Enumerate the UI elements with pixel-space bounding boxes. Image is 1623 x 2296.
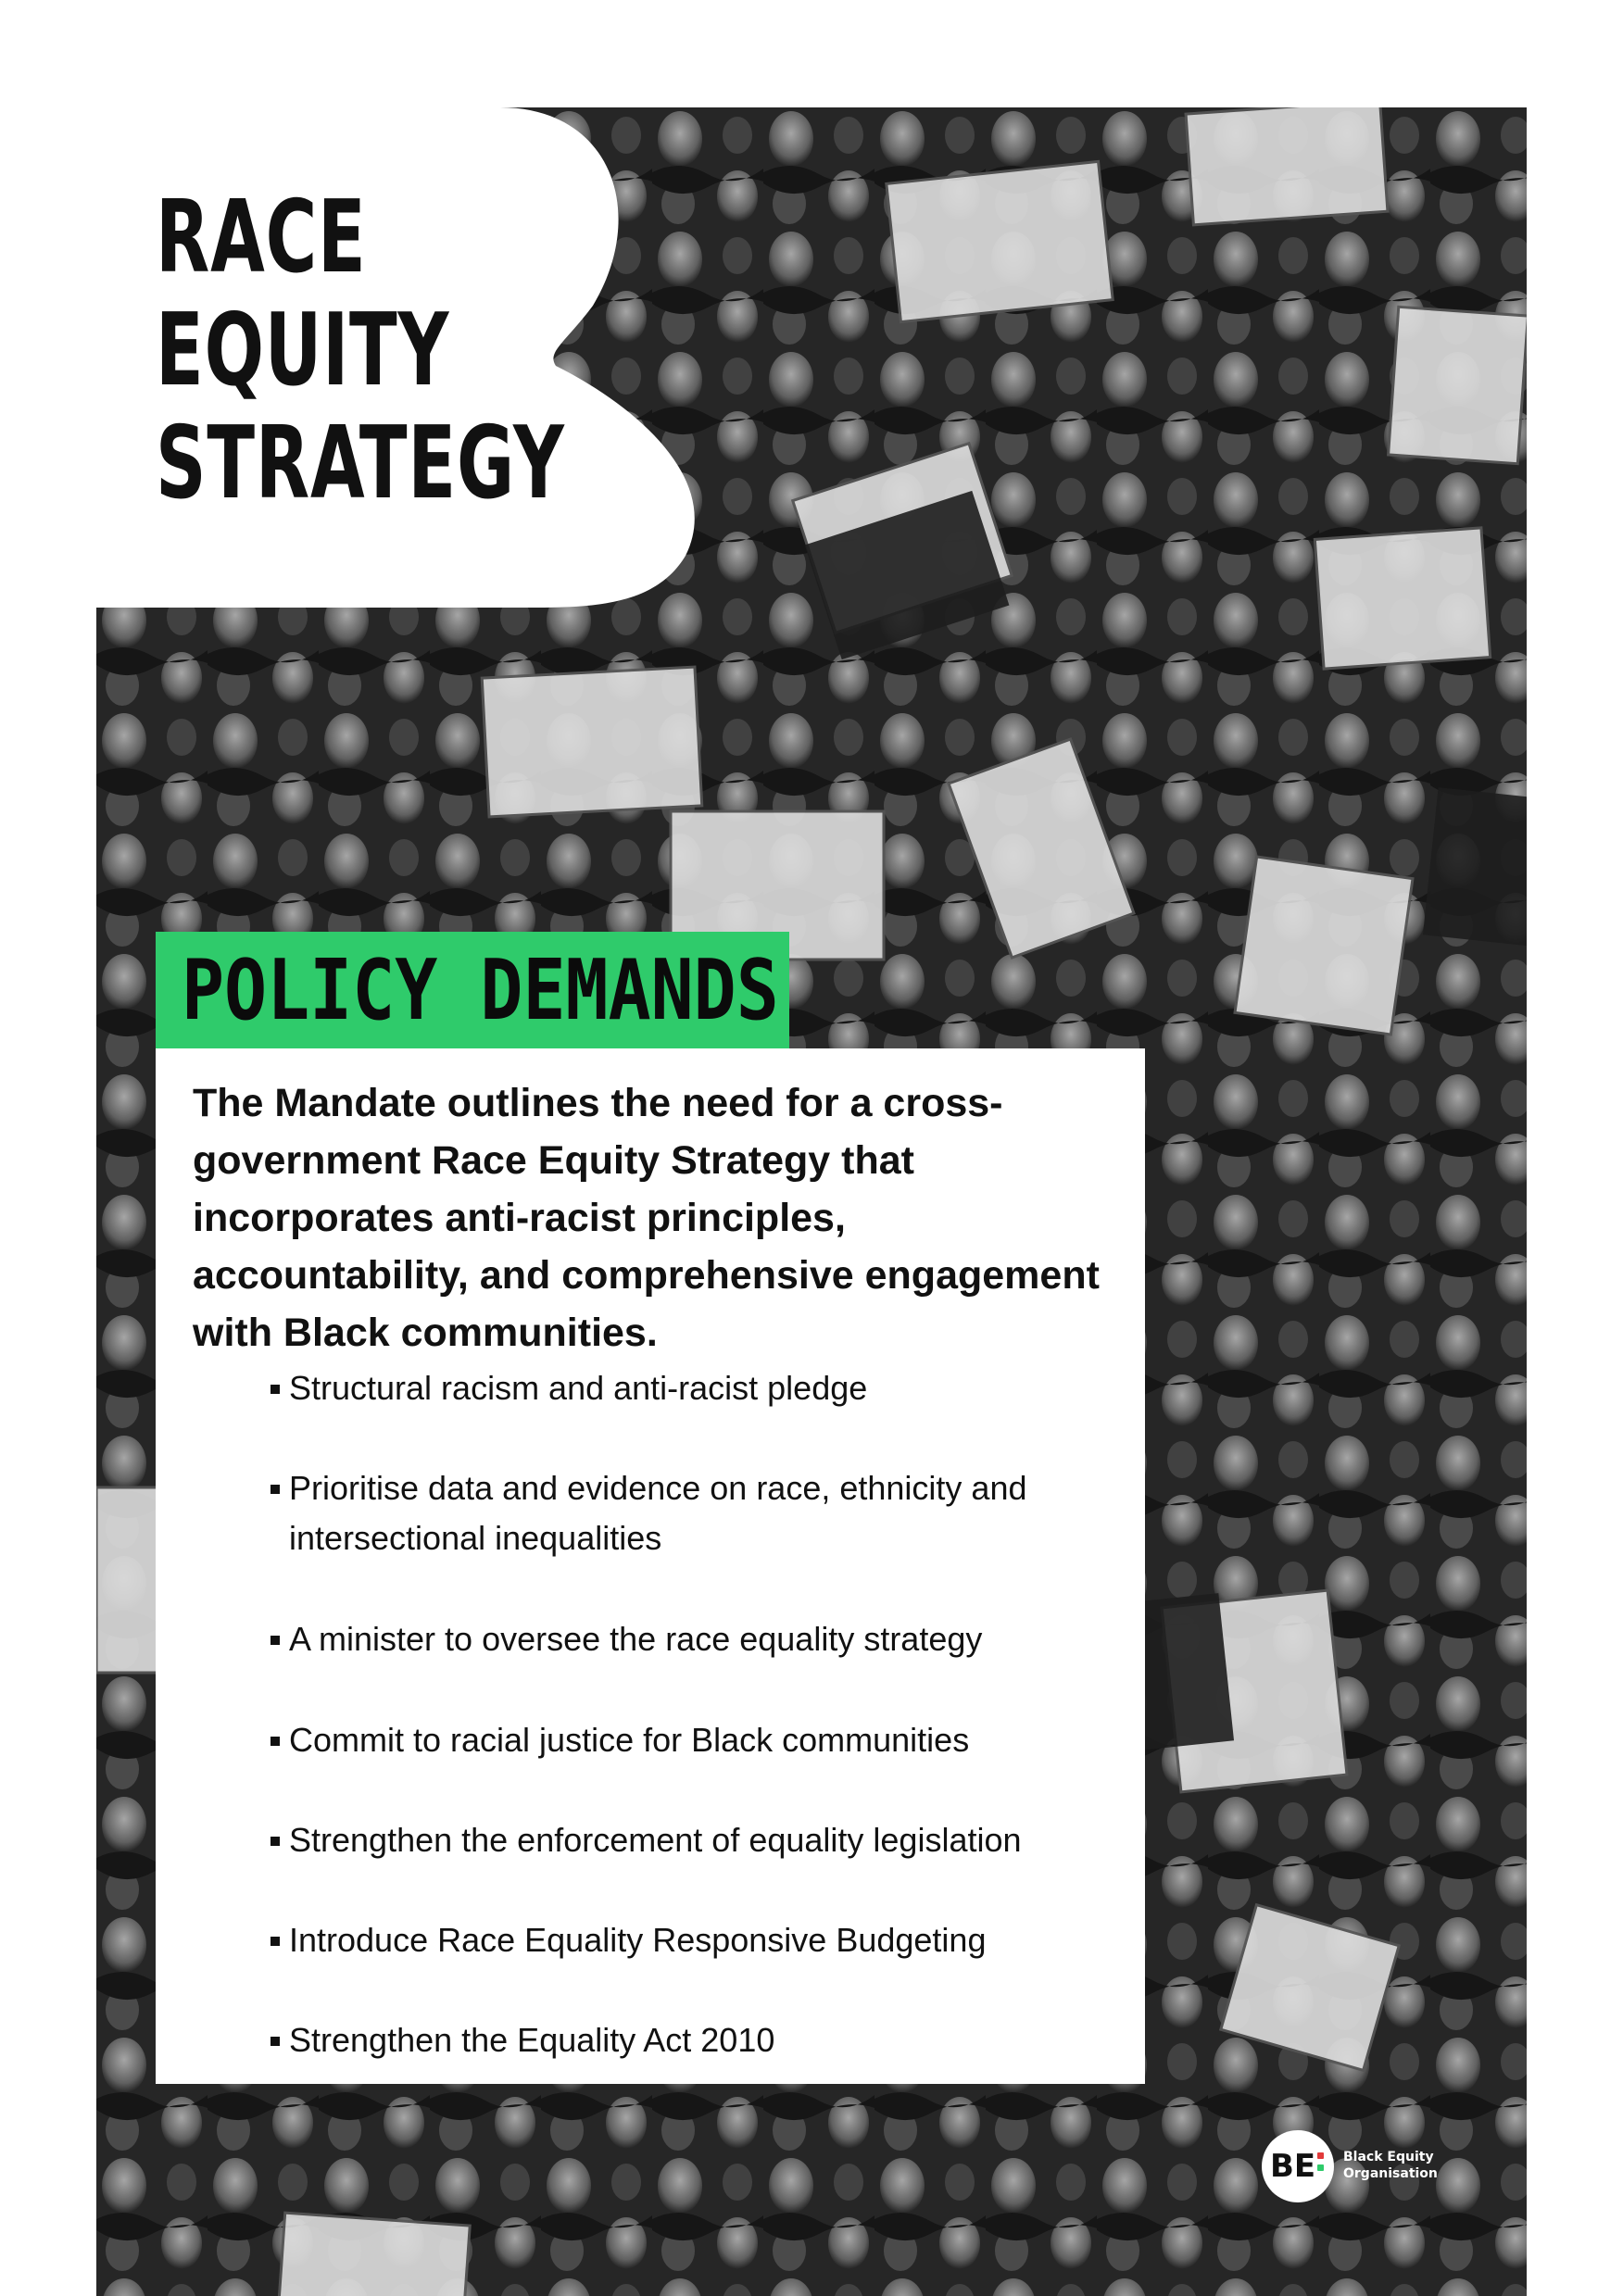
bullet-icon [270, 1837, 280, 1846]
title-line-race: RACE [156, 180, 367, 295]
demand-item [270, 1463, 1086, 1563]
demand-item [270, 1363, 1104, 1413]
logo-name-line2: Organisation [1343, 2166, 1438, 2181]
demand-item [270, 2015, 1104, 2065]
logo-mark: BE [1270, 2148, 1316, 2185]
logo-circle [1262, 2130, 1334, 2202]
logo-dot-green [1317, 2164, 1324, 2171]
policy-demands-heading-text: POLICY DEMANDS [182, 942, 779, 1039]
demand-item-text: Structural racism and anti-racist pledge [289, 1369, 868, 1407]
policy-demands-card [156, 1048, 1145, 2084]
demand-item-text: Introduce Race Equality Responsive Budgeting [289, 1921, 987, 1959]
bullet-icon [270, 2037, 280, 2046]
demand-item-text: Strengthen the enforcement of equality legislation [289, 1821, 1022, 1859]
page-title [156, 182, 565, 521]
demand-item-text: A minister to oversee the race equality strategy [289, 1620, 983, 1658]
bullet-icon [270, 1636, 280, 1645]
bullet-icon [270, 1937, 280, 1946]
bullet-icon [270, 1737, 280, 1746]
demand-item [270, 1715, 1104, 1765]
logo-dots-icon [1317, 2152, 1324, 2177]
demand-item-text: Commit to racial justice for Black communities [289, 1721, 970, 1759]
logo-name-line1: Black Equity [1343, 2150, 1434, 2164]
logo-name [1343, 2149, 1438, 2182]
logo-dot-red [1317, 2152, 1324, 2159]
demand-item-text: Prioritise data and evidence on race, ethnicity and intersectional inequalities [289, 1469, 1027, 1557]
demand-item [270, 1614, 1104, 1664]
demand-item-text: Strengthen the Equality Act 2010 [289, 2021, 775, 2059]
policy-demands-heading [156, 932, 789, 1048]
demand-item [270, 1915, 1104, 1965]
bullet-icon [270, 1485, 280, 1494]
title-line-equity: EQUITY [156, 293, 450, 408]
title-line-strategy: STRATEGY [156, 406, 565, 521]
bullet-icon [270, 1385, 280, 1394]
mandate-intro-text: The Mandate outlines the need for a cross-government Race Equity Strategy that incorporates anti-racist principles, accountability, and comprehensive engagement with Black communities. [193, 1081, 1100, 1355]
demand-item [270, 1815, 1104, 1865]
